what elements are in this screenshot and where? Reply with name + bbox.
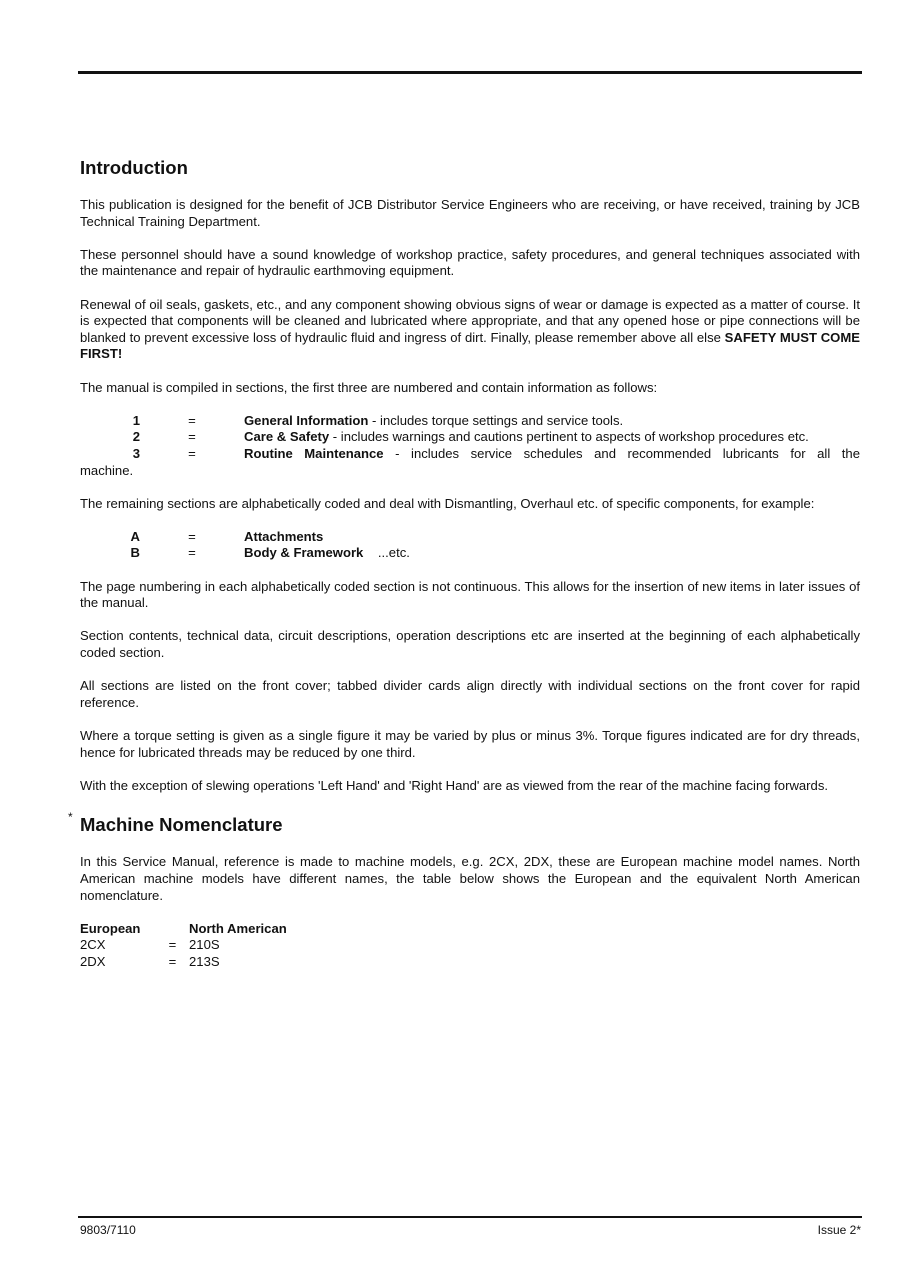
footer-rule: [78, 1216, 862, 1218]
intro-paragraph-10: With the exception of slewing operations 'Left Hand' and 'Right Hand' are as viewed from the rear of the machine facing forwards.: [80, 777, 829, 793]
table-row: [80, 954, 860, 971]
safety-warning: SAFETY MUST COME FIRST!: [80, 329, 860, 362]
table-row: [80, 937, 860, 954]
numbered-sections-list: [80, 413, 860, 463]
table-header: [80, 921, 860, 938]
intro-paragraph-2: These personnel should have a sound knowledge of workshop practice, safety procedures, and general techniques associated with the maintenance and repair of hydraulic earthmoving equipment.: [80, 246, 860, 279]
section-title: Body & Framework: [244, 545, 364, 561]
section-title: Care & Safety: [244, 429, 330, 445]
section-description: [244, 545, 860, 562]
section-text: - includes service schedules and recommended lubricants for all the: [383, 445, 860, 461]
european-model: 2CX: [80, 937, 106, 953]
page-body: [80, 157, 860, 971]
document-number: 9803/7110: [80, 1223, 136, 1237]
european-model: 2DX: [80, 953, 106, 969]
intro-paragraph-3-text: Renewal of oil seals, gaskets, etc., and any component showing obvious signs of wear or damage is expected as a matter of course. It is expected that components will be cleaned and lubricated where appropriate, and that any opened hose or pipe connections will be blanked to prevent excessive loss of hydraulic fluid and ingress of dirt. Finally, please remember above all else: [80, 296, 860, 345]
north-american-model: 213S: [189, 953, 220, 969]
north-american-model: 210S: [189, 937, 220, 953]
section-text: ...etc.: [363, 545, 410, 561]
list-item: [80, 429, 860, 446]
column-header-european: European: [80, 920, 141, 936]
section-description: [244, 429, 860, 446]
section-number: 1: [132, 412, 140, 428]
machine-nomenclature-heading: Machine Nomenclature: [80, 814, 283, 836]
lettered-sections-list: [80, 529, 860, 562]
introduction-heading: Introduction: [80, 157, 188, 178]
equals-sign: =: [188, 545, 196, 561]
numbered-list-tail: machine.: [80, 462, 134, 478]
intro-paragraph-9: Where a torque setting is given as a single figure it may be varied by plus or minus 3%. Torque figures indicated are for dry threads, hence for lubricated threads may be reduced by one third.: [80, 728, 860, 760]
intro-paragraph-8: All sections are listed on the front cover; tabbed divider cards align directly with individual sections on the front cover for rapid reference.: [80, 678, 860, 710]
section-letter: A: [130, 528, 140, 544]
section-title: Routine Maintenance: [244, 445, 384, 461]
section-title: General Information: [244, 412, 369, 428]
equals-sign: =: [168, 937, 177, 953]
section-number: 2: [132, 429, 140, 445]
section-text: - includes torque settings and service tools.: [368, 412, 624, 428]
section-description: [244, 529, 860, 546]
section-letter: B: [130, 545, 140, 561]
header-rule: [78, 71, 862, 74]
revision-marker: *: [68, 810, 73, 824]
equals-sign: =: [188, 528, 196, 544]
intro-paragraph-1: This publication is designed for the benefit of JCB Distributor Service Engineers who are receiving, or have received, training by JCB Technical Training Department.: [80, 197, 860, 229]
equals-sign: =: [188, 445, 196, 461]
nomenclature-table: [80, 921, 860, 971]
intro-paragraph-7: Section contents, technical data, circuit descriptions, operation descriptions etc are inserted at the beginning of each alphabetically coded section.: [80, 628, 860, 661]
section-text: - includes warnings and cautions pertinent to aspects of workshop procedures etc.: [329, 429, 809, 445]
intro-paragraph-5: The remaining sections are alphabetically coded and deal with Dismantling, Overhaul etc. of specific components, for example:: [80, 495, 815, 511]
equals-sign: =: [188, 412, 196, 428]
section-description: [244, 446, 860, 463]
section-title: Attachments: [244, 528, 324, 544]
list-item: [80, 413, 860, 430]
issue-number: Issue 2*: [817, 1223, 861, 1237]
intro-paragraph-3: [80, 297, 860, 363]
nomenclature-paragraph: In this Service Manual, reference is made to machine models, e.g. 2CX, 2DX, these are European machine model names. North American machine models have different names, the table below shows the European and the equivalent North American nomenclature.: [80, 854, 860, 903]
section-number: 3: [132, 445, 140, 461]
list-item: [80, 545, 860, 562]
section-description: [244, 413, 860, 430]
equals-sign: =: [168, 953, 177, 969]
equals-sign: =: [188, 429, 196, 445]
list-item: [80, 529, 860, 546]
intro-paragraph-6: The page numbering in each alphabetically coded section is not continuous. This allows for the insertion of new items in later issues of the manual.: [80, 578, 860, 611]
column-header-north-american: North American: [189, 920, 287, 936]
intro-paragraph-4: The manual is compiled in sections, the first three are numbered and contain information as follows:: [80, 379, 658, 395]
list-item: [80, 446, 860, 463]
